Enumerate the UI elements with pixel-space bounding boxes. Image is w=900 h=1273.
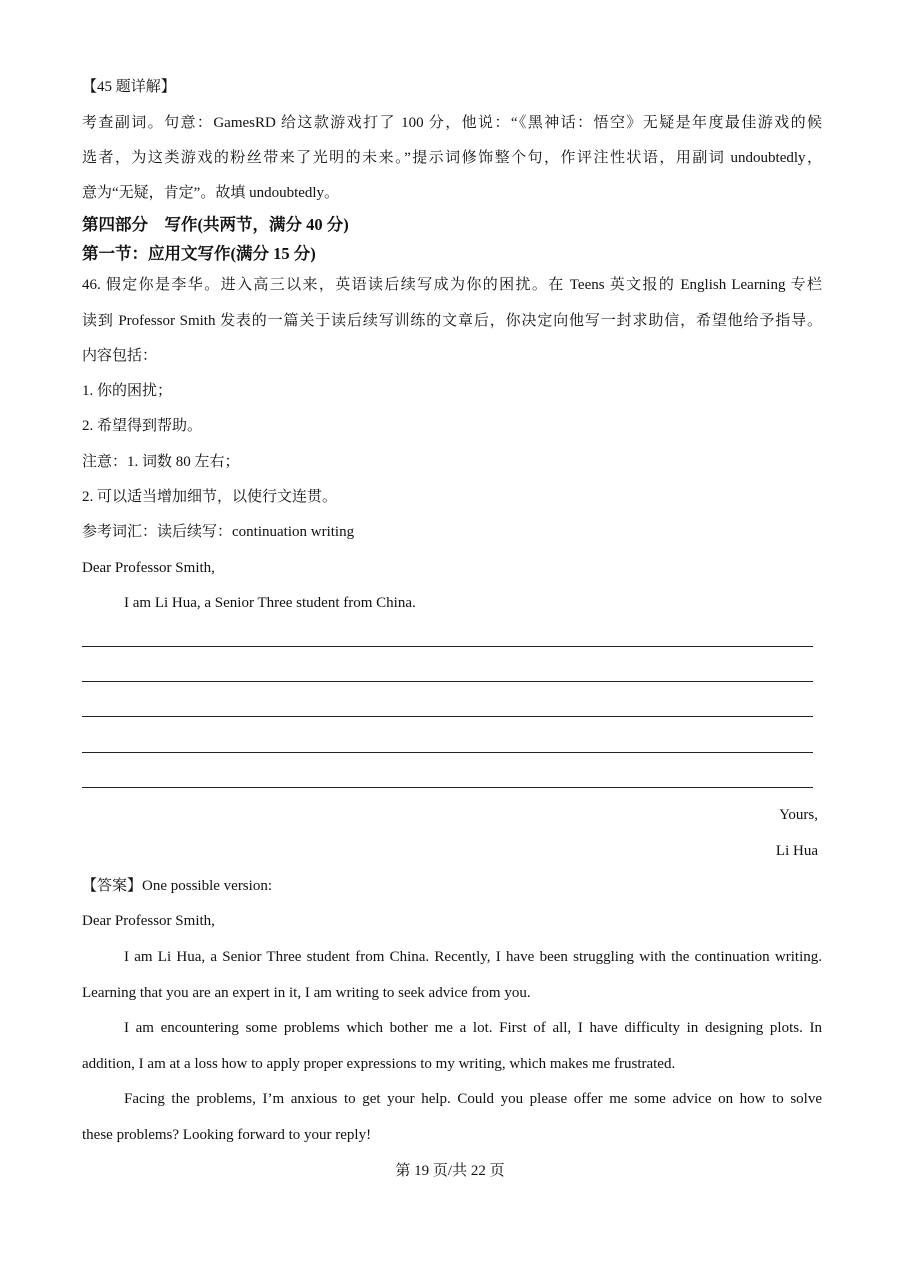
answer-para2-line-1: I am encountering some problems which bother me a lot. First of all, I have difficulty in designing plots. In	[124, 1020, 822, 1036]
answer-para3-line-1: Facing the problems, I’m anxious to get your help. Could you please offer me some advice on how to solve	[124, 1091, 822, 1107]
question46-line-1: 46. 假定你是李华。进入高三以来，英语读后续写成为你的困扰。在 Teens 英文报的 English Learning 专栏	[82, 277, 822, 293]
point-2: 2. 希望得到帮助。	[82, 418, 203, 434]
answer-label: 【答案】One possible version:	[82, 878, 272, 894]
writing-line-1	[82, 646, 813, 647]
answer-para1-line-1: I am Li Hua, a Senior Three student from China. Recently, I have been struggling with the continuation writing.	[124, 949, 822, 965]
letter-closing: Yours,	[779, 807, 818, 823]
page-number: 第 19 页/共 22 页	[395, 1163, 505, 1179]
point-1: 1. 你的困扰；	[82, 383, 173, 399]
section45-line-1: 考查副词。句意：GamesRD 给这款游戏打了 100 分，他说：“《黑神话：悟空》无疑是年度最佳游戏的候	[82, 115, 822, 131]
section1-heading: 第一节：应用文写作(满分 15 分)	[82, 244, 316, 263]
answer-para3-line-2: these problems? Looking forward to your reply!	[82, 1127, 372, 1143]
answer-para1-line-2: Learning that you are an expert in it, I am writing to seek advice from you.	[82, 985, 531, 1001]
section45-line-3: 意为“无疑，肯定”。故填 undoubtedly。	[82, 185, 340, 201]
writing-line-4	[82, 752, 813, 753]
section45-heading: 【45 题详解】	[82, 79, 176, 95]
letter-signature: Li Hua	[775, 843, 818, 859]
letter-opening: I am Li Hua, a Senior Three student from China.	[124, 595, 416, 611]
content-label: 内容包括：	[82, 348, 158, 364]
question46-line-2: 读到 Professor Smith 发表的一篇关于读后续写训练的文章后，你决定向他写一封求助信，希望他给予指导。	[82, 313, 822, 329]
writing-line-3	[82, 716, 813, 717]
section45-line-2: 选者，为这类游戏的粉丝带来了光明的未来。”提示词修饰整个句，作评注性状语，用副词 undoubtedly，	[82, 150, 822, 166]
note-2: 2. 可以适当增加细节，以使行文连贯。	[82, 489, 338, 505]
writing-line-5	[82, 787, 813, 788]
letter-salutation: Dear Professor Smith,	[82, 560, 215, 576]
note-1: 注意：1. 词数 80 左右；	[82, 454, 240, 470]
vocab-hint: 参考词汇：读后续写：continuation writing	[82, 524, 355, 540]
answer-para2-line-2: addition, I am at a loss how to apply proper expressions to my writing, which makes me frustrated.	[82, 1056, 676, 1072]
answer-salutation: Dear Professor Smith,	[82, 913, 215, 929]
part4-heading: 第四部分 写作(共两节，满分 40 分)	[82, 215, 349, 234]
writing-line-2	[82, 681, 813, 682]
